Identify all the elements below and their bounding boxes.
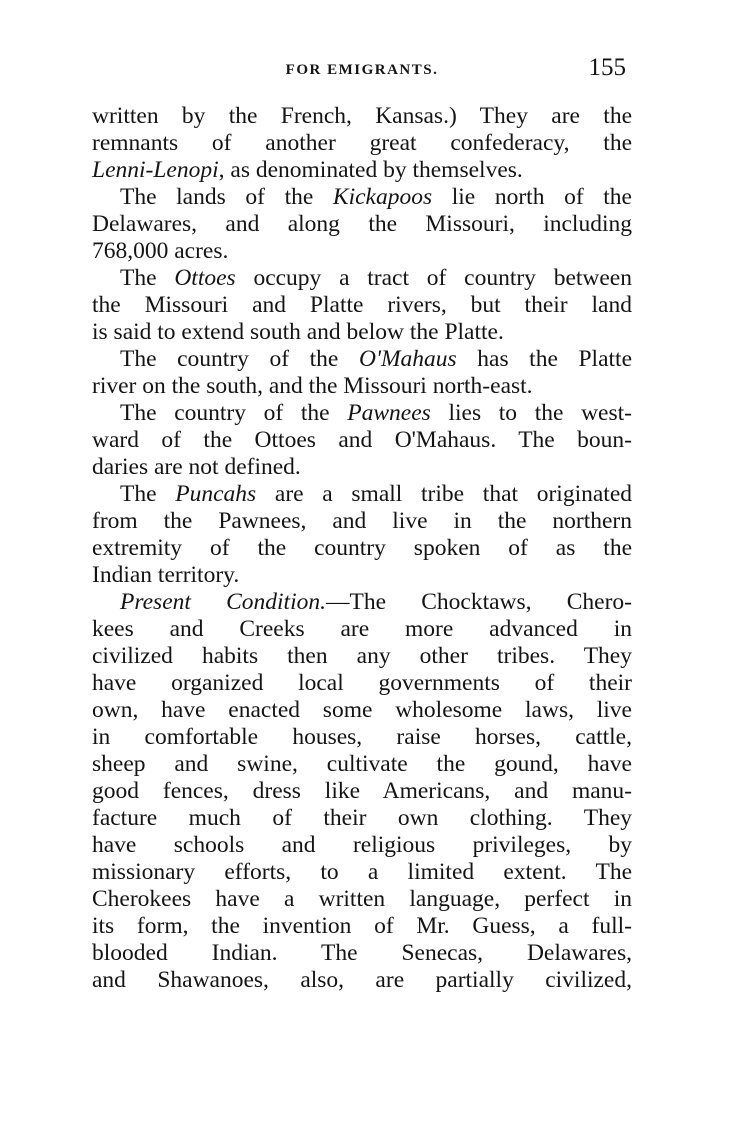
text-line: [92, 886, 632, 913]
text-segment: , as denominated by themselves.: [218, 157, 523, 183]
text-line: [92, 697, 632, 724]
text-line: [92, 400, 632, 427]
text-line: [92, 535, 632, 562]
text-segment: —The Chocktaws, Chero-: [326, 589, 632, 615]
text-line: [92, 157, 632, 184]
running-title: FOR EMIGRANTS.: [285, 62, 439, 78]
text-line: [92, 670, 632, 697]
text-line: [92, 859, 632, 886]
text-segment: 768,000 acres.: [92, 238, 229, 264]
text-line: [92, 724, 632, 751]
text-line: [92, 778, 632, 805]
text-segment: good fences, dress like Americans, and manu-: [92, 778, 632, 804]
text-segment: The country of the: [120, 400, 348, 426]
text-segment: and Shawanoes, also, are partially civilized,: [92, 967, 632, 993]
text-line: [92, 346, 632, 373]
text-segment: facture much of their own clothing. They: [92, 805, 632, 831]
text-segment: has the Platte: [456, 346, 633, 372]
text-line: [92, 454, 632, 481]
italic-text: O'Mahaus: [358, 346, 457, 372]
italic-text: Puncahs: [175, 481, 257, 507]
text-segment: The: [120, 481, 176, 507]
text-segment: own, have enacted some wholesome laws, live: [92, 697, 632, 723]
text-line: [92, 319, 632, 346]
text-line: [92, 508, 632, 535]
text-line: [92, 967, 632, 994]
text-line: [92, 130, 632, 157]
text-segment: sheep and swine, cultivate the gound, have: [92, 751, 632, 777]
text-segment: The lands of the: [120, 184, 333, 210]
text-line: [92, 103, 632, 130]
text-segment: daries are not defined.: [92, 454, 301, 480]
book-page: [92, 52, 632, 994]
italic-text: Pawnees: [347, 400, 431, 426]
text-line: [92, 211, 632, 238]
text-segment: blooded Indian. The Senecas, Delawares,: [92, 940, 632, 966]
page-number: 155: [588, 54, 626, 81]
text-line: [92, 589, 632, 616]
text-segment: from the Pawnees, and live in the northern: [92, 508, 632, 534]
text-line: [92, 913, 632, 940]
text-segment: Indian territory.: [92, 562, 240, 588]
text-segment: extremity of the country spoken of as the: [92, 535, 632, 561]
text-segment: kees and Creeks are more advanced in: [92, 616, 632, 642]
text-segment: the Missouri and Platte rivers, but their land: [92, 292, 632, 318]
italic-text: Ottoes: [174, 265, 236, 291]
text-line: [92, 643, 632, 670]
text-line: [92, 805, 632, 832]
text-line: [92, 562, 632, 589]
text-segment: in comfortable houses, raise horses, cattle,: [92, 724, 632, 750]
text-line: [92, 373, 632, 400]
text-segment: have organized local governments of their: [92, 670, 632, 696]
text-segment: river on the south, and the Missouri north-east.: [92, 373, 533, 399]
text-line: [92, 481, 632, 508]
running-head: [92, 52, 632, 92]
text-line: [92, 940, 632, 967]
text-segment: its form, the invention of Mr. Guess, a full-: [92, 913, 632, 939]
body-text: [92, 103, 632, 994]
text-segment: Delawares, and along the Missouri, including: [92, 211, 632, 237]
text-segment: missionary efforts, to a limited extent. The: [92, 859, 632, 885]
text-segment: Cherokees have a written language, perfect in: [92, 886, 632, 912]
text-line: [92, 238, 632, 265]
italic-text: Kickapoos: [332, 184, 433, 210]
text-segment: occupy a tract of country between: [235, 265, 632, 291]
text-segment: lie north of the: [432, 184, 632, 210]
text-segment: are a small tribe that originated: [256, 481, 632, 507]
text-line: [92, 616, 632, 643]
text-segment: written by the French, Kansas.) They are the: [92, 103, 632, 129]
text-line: [92, 292, 632, 319]
text-segment: ward of the Ottoes and O'Mahaus. The boun-: [92, 427, 632, 453]
text-segment: have schools and religious privileges, by: [92, 832, 632, 858]
text-segment: civilized habits then any other tribes. They: [92, 643, 632, 669]
text-line: [92, 751, 632, 778]
text-line: [92, 832, 632, 859]
text-segment: The: [120, 265, 175, 291]
text-line: [92, 184, 632, 211]
text-line: [92, 427, 632, 454]
text-segment: The country of the: [120, 346, 359, 372]
italic-text: Lenni-Lenopi: [92, 157, 219, 183]
text-segment: remnants of another great confederacy, the: [92, 130, 632, 156]
text-segment: lies to the west-: [430, 400, 632, 426]
italic-text: Present Condition.: [120, 589, 326, 615]
text-segment: is said to extend south and below the Platte.: [92, 319, 504, 345]
text-line: [92, 265, 632, 292]
